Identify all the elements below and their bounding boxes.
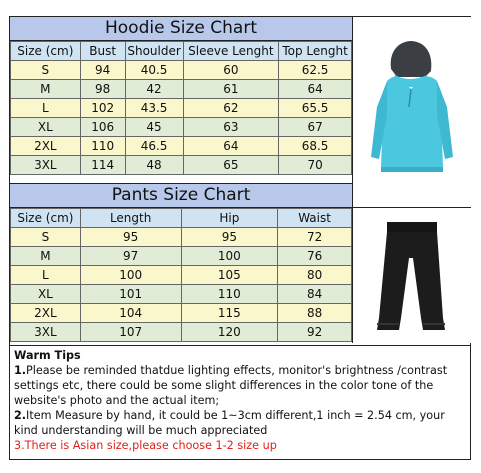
pants-cell: 105 xyxy=(181,266,278,285)
pants-cell: 88 xyxy=(278,304,352,323)
pants-image-icon xyxy=(353,208,471,344)
pants-size-table xyxy=(10,208,352,342)
pants-cell: 3XL xyxy=(11,323,81,342)
pants-cell: 92 xyxy=(278,323,352,342)
tip-text: Please be reminded thatdue lighting effects, monitor's brightness /contrast settings etc, there could be some slight differences in the color tone of the website's photo and the actual item; xyxy=(14,364,448,407)
hoodie-cell: 62 xyxy=(183,99,279,118)
table-row xyxy=(11,156,352,175)
pants-cell: 95 xyxy=(181,228,278,247)
hoodie-header-cell: Shoulder xyxy=(125,42,183,61)
table-row xyxy=(11,80,352,99)
pants-header-cell: Waist xyxy=(278,209,352,228)
table-row xyxy=(11,323,352,342)
pants-cell: 2XL xyxy=(11,304,81,323)
size-chart-sheet xyxy=(9,16,471,460)
hoodie-cell: 61 xyxy=(183,80,279,99)
pants-cell: 84 xyxy=(278,285,352,304)
hoodie-photo xyxy=(352,17,471,207)
table-row xyxy=(11,61,352,80)
table-row xyxy=(11,266,352,285)
hoodie-cell: 68.5 xyxy=(279,137,352,156)
hoodie-chart-title: Hoodie Size Chart xyxy=(10,17,352,41)
hoodie-cell: 102 xyxy=(80,99,125,118)
tip-asian-size: 3.There is Asian size,please choose 1-2 size up xyxy=(14,439,277,452)
pants-header-cell: Size (cm) xyxy=(11,209,81,228)
table-row xyxy=(11,285,352,304)
hoodie-cell: 106 xyxy=(80,118,125,137)
pants-chart-title: Pants Size Chart xyxy=(10,183,352,208)
tip-number: 2. xyxy=(14,409,27,422)
hoodie-cell: 64 xyxy=(279,80,352,99)
hoodie-cell: 46.5 xyxy=(125,137,183,156)
hoodie-cell: 65 xyxy=(183,156,279,175)
hoodie-cell: 64 xyxy=(183,137,279,156)
hoodie-cell: 94 xyxy=(80,61,125,80)
hoodie-header-cell: Size (cm) xyxy=(11,42,81,61)
pants-header-cell: Hip xyxy=(181,209,278,228)
table-row xyxy=(11,228,352,247)
hoodie-cell: 42 xyxy=(125,80,183,99)
pants-cell: 76 xyxy=(278,247,352,266)
pants-cell: 80 xyxy=(278,266,352,285)
tip-item xyxy=(14,408,466,438)
pants-header-cell: Length xyxy=(80,209,181,228)
hoodie-cell: 2XL xyxy=(11,137,81,156)
hoodie-cell: XL xyxy=(11,118,81,137)
pants-cell: 115 xyxy=(181,304,278,323)
hoodie-cell: S xyxy=(11,61,81,80)
pants-cell: L xyxy=(11,266,81,285)
pants-cell: 100 xyxy=(80,266,181,285)
pants-photo xyxy=(352,207,471,343)
hoodie-cell: 62.5 xyxy=(279,61,352,80)
pants-cell: 97 xyxy=(80,247,181,266)
warm-tips xyxy=(10,345,470,455)
pants-cell: 107 xyxy=(80,323,181,342)
table-row xyxy=(11,99,352,118)
hoodie-cell: 110 xyxy=(80,137,125,156)
hoodie-header-row xyxy=(11,42,352,61)
hoodie-cell: L xyxy=(11,99,81,118)
pants-cell: S xyxy=(11,228,81,247)
pants-cell: 72 xyxy=(278,228,352,247)
tip-item xyxy=(14,363,466,408)
pants-header-row xyxy=(11,209,352,228)
hoodie-image-icon xyxy=(353,17,471,207)
hoodie-header-cell: Sleeve Lenght xyxy=(183,42,279,61)
pants-cell: 95 xyxy=(80,228,181,247)
table-row xyxy=(11,247,352,266)
hoodie-cell: 40.5 xyxy=(125,61,183,80)
pants-cell: M xyxy=(11,247,81,266)
hoodie-header-cell: Top Lenght xyxy=(279,42,352,61)
hoodie-header-cell: Bust xyxy=(80,42,125,61)
pants-cell: 104 xyxy=(80,304,181,323)
hoodie-cell: 60 xyxy=(183,61,279,80)
pants-cell: 110 xyxy=(181,285,278,304)
tip-number: 1. xyxy=(14,364,27,377)
hoodie-cell: 3XL xyxy=(11,156,81,175)
hoodie-cell: M xyxy=(11,80,81,99)
hoodie-cell: 48 xyxy=(125,156,183,175)
table-row xyxy=(11,137,352,156)
hoodie-size-table xyxy=(10,41,352,175)
hoodie-cell: 65.5 xyxy=(279,99,352,118)
hoodie-cell: 43.5 xyxy=(125,99,183,118)
hoodie-cell: 98 xyxy=(80,80,125,99)
table-row xyxy=(11,304,352,323)
pants-cell: 100 xyxy=(181,247,278,266)
tip-text: Item Measure by hand, it could be 1~3cm different,1 inch = 2.54 cm, your kind understanding will be much appreciated xyxy=(14,409,445,437)
hoodie-cell: 67 xyxy=(279,118,352,137)
hoodie-cell: 45 xyxy=(125,118,183,137)
pants-cell: 120 xyxy=(181,323,278,342)
pants-cell: 101 xyxy=(80,285,181,304)
warm-tips-heading: Warm Tips xyxy=(14,349,81,362)
pants-cell: XL xyxy=(11,285,81,304)
table-row xyxy=(11,118,352,137)
hoodie-cell: 114 xyxy=(80,156,125,175)
hoodie-cell: 70 xyxy=(279,156,352,175)
hoodie-cell: 63 xyxy=(183,118,279,137)
